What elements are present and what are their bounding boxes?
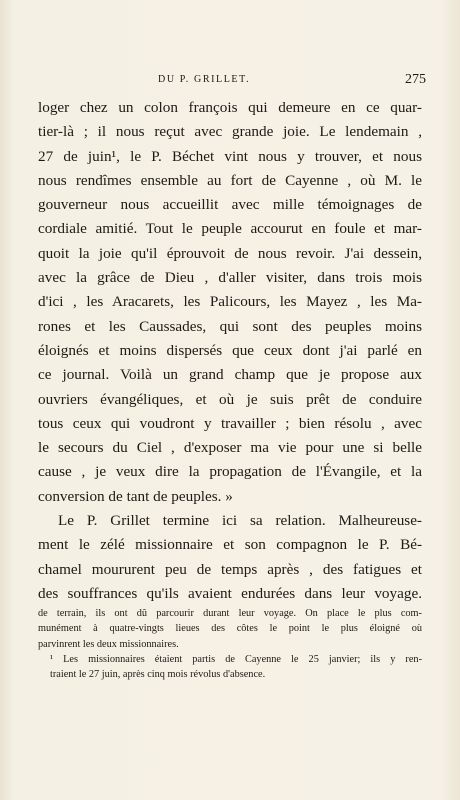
- text-line: 27 de juin¹, le P. Béchet vint nous y trouver, et nous: [38, 147, 422, 165]
- footnote-line: parvinrent les deux missionnaires.: [38, 638, 179, 650]
- text-line: rones et les Caussades, qui sont des peuples moins: [38, 317, 422, 335]
- text-line: ment le zélé missionnaire et son compagnon le P. Bé-: [38, 536, 422, 554]
- page-number: 275: [405, 72, 426, 87]
- text-line: loger chez un colon françois qui demeure en ce quar-: [38, 99, 422, 116]
- footnote-line: munément à quatre-vingts lieues des côtes le point le plus éloigné où: [38, 623, 422, 635]
- footnotes: [38, 606, 422, 682]
- footnote-line: ¹ Les missionnaires étaient partis de Cayenne le 25 janvier; ils y ren-: [50, 653, 422, 665]
- text-line: chamel moururent peu de temps après , des fatigues et: [38, 560, 422, 578]
- running-head: DU P. GRILLET.: [158, 74, 251, 85]
- text-line: conversion de tant de peuples. »: [38, 487, 233, 505]
- footnote-line: traient le 27 juin, après cinq mois révolus d'absence.: [50, 669, 266, 681]
- text-line: nous rendîmes ensemble au fort de Cayenne , où M. le: [38, 171, 422, 189]
- text-line: d'ici , les Aracarets, les Palicours, les Mayez , les Ma-: [38, 293, 422, 311]
- text-line: Le P. Grillet termine ici sa relation. Malheureuse-: [58, 512, 422, 530]
- text-line: gouverneur nous accueillit avec mille témoignages de: [38, 196, 422, 214]
- text-line: des souffrances qu'ils avaient endurées dans leur voyage.: [38, 584, 422, 602]
- text-line: éloignés et moins dispersés que ceux dont j'ai parlé en: [38, 341, 422, 359]
- text-line: cordiale amitié. Tout le peuple accourut en foule et mar-: [38, 220, 422, 238]
- text-line: tier-là ; il nous reçut avec grande joie. Le lendemain ,: [38, 123, 422, 141]
- text-line: ce journal. Voilà un grand champ que je propose aux: [38, 366, 422, 384]
- page-header: [38, 74, 426, 92]
- footnote-line: de terrain, ils ont dû parcourir durant leur voyage. On place le plus com-: [38, 608, 422, 619]
- text-line: quoit la joie qu'il éprouvoit de nous revoir. J'ai dessein,: [38, 244, 422, 262]
- text-line: tous ceux qui voudront y travailler ; bien résolu , avec: [38, 414, 422, 432]
- text-line: cause , je veux dire la propagation de l'Évangile, et la: [38, 463, 422, 481]
- body-text: [38, 96, 422, 606]
- text-line: le secours du Ciel , d'exposer ma vie pour une si belle: [38, 439, 422, 457]
- text-line: avec la grâce de Dieu , d'aller visiter, dans trois mois: [38, 269, 422, 287]
- text-line: ouvriers évangéliques, et où je suis prêt de conduire: [38, 390, 422, 408]
